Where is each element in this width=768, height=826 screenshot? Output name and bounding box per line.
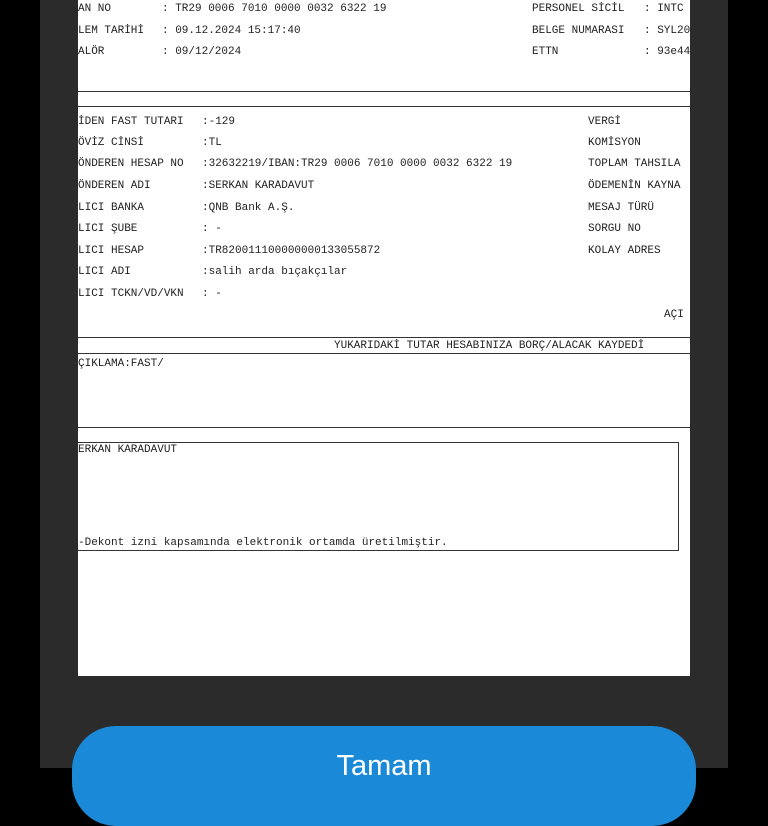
alici-banka-value: :QNB Bank A.Ş. xyxy=(202,202,295,214)
alici-adi-value: :salih arda bıçakçılar xyxy=(202,266,348,278)
valor-label: ALÖR xyxy=(78,46,105,58)
valor-value: : 09/12/2024 xyxy=(162,46,242,58)
divider xyxy=(78,91,690,92)
odemenin-kaynagi-label: ÖDEMENİN KAYNA xyxy=(588,180,681,192)
personel-sicil-value: : INTC xyxy=(644,3,684,15)
gonderen-adi-label: ÖNDEREN ADI xyxy=(78,180,151,192)
mesaj-turu-label: MESAJ TÜRÜ xyxy=(588,202,655,214)
kolay-adres-label: KOLAY ADRES xyxy=(588,245,661,257)
sorgu-no-label: SORGU NO xyxy=(588,223,641,235)
gonderen-adi-value: :SERKAN KARADAVUT xyxy=(202,180,315,192)
alici-adi-label: LICI ADI xyxy=(78,266,131,278)
ok-button[interactable]: Tamam xyxy=(72,726,696,826)
alici-sube-value: : - xyxy=(202,223,222,235)
belge-numarasi-value: : SYL20 xyxy=(644,25,690,37)
ettn-value: : 93e44 xyxy=(644,46,690,58)
fast-tutari-value: :-129 xyxy=(202,116,236,128)
receipt-document xyxy=(78,0,690,676)
iban-value: : TR29 0006 7010 0000 0032 6322 19 xyxy=(162,3,387,15)
divider xyxy=(78,337,690,338)
divider xyxy=(78,427,690,428)
vergi-label: VERGİ xyxy=(588,116,622,128)
islem-tarihi-label: LEM TARİHİ xyxy=(78,25,145,37)
islem-tarihi-value: : 09.12.2024 15:17:40 xyxy=(162,25,301,37)
komisyon-label: KOMİSYON xyxy=(588,137,641,149)
personel-sicil-label: PERSONEL SİCİL xyxy=(532,3,625,15)
aciklama-text: ÇIKLAMA:FAST/ xyxy=(78,358,164,370)
gonderen-hesap-value: :32632219/IBAN:TR29 0006 7010 0000 0032 6322 19 xyxy=(202,158,513,170)
alici-banka-label: LICI BANKA xyxy=(78,202,145,214)
fast-tutari-label: İDEN FAST TUTARI xyxy=(78,116,184,128)
alici-tckn-label: LICI TCKN/VD/VKN xyxy=(78,288,184,300)
doviz-cinsi-label: ÖVİZ CİNSİ xyxy=(78,137,145,149)
gonderen-hesap-label: ÖNDEREN HESAP NO xyxy=(78,158,184,170)
notice-text: YUKARIDAKİ TUTAR HESABINIZA BORÇ/ALACAK KAYDEDİ xyxy=(334,340,645,352)
dekont-note: -Dekont izni kapsamında elektronik ortamda üretilmiştir. xyxy=(78,537,448,549)
signature-box xyxy=(78,442,679,551)
alici-sube-label: LICI ŞUBE xyxy=(78,223,138,235)
divider xyxy=(78,353,690,354)
belge-numarasi-label: BELGE NUMARASI xyxy=(532,25,625,37)
toplam-tahsilat-label: TOPLAM TAHSILA xyxy=(588,158,681,170)
doviz-cinsi-value: :TL xyxy=(202,137,222,149)
ettn-label: ETTN xyxy=(532,46,559,58)
alici-tckn-value: : - xyxy=(202,288,222,300)
divider xyxy=(78,106,690,107)
iban-label: AN NO xyxy=(78,3,112,15)
signer-name: ERKAN KARADAVUT xyxy=(78,444,178,456)
aciklama-header: AÇI xyxy=(664,309,684,321)
alici-hesap-label: LICI HESAP xyxy=(78,245,145,257)
alici-hesap-value: :TR820011100000000133055872 xyxy=(202,245,381,257)
